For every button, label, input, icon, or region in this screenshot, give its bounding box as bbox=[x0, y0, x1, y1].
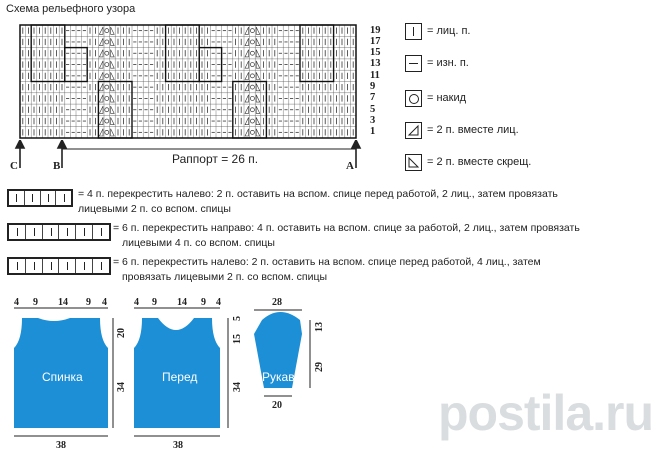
legend-text-purl: = изн. п. bbox=[427, 57, 469, 69]
cable-6-left-icon bbox=[7, 257, 111, 275]
sleeve-dim-right-1: 13 bbox=[314, 322, 325, 332]
marker-b: B bbox=[53, 160, 61, 172]
legend-text-k2tog: = 2 п. вместе лиц. bbox=[427, 124, 519, 136]
back-dim-top-5: 4 bbox=[102, 297, 107, 308]
k2tog-icon bbox=[405, 122, 422, 139]
back-dim-top-4: 9 bbox=[86, 297, 91, 308]
cable-6-right-icon bbox=[7, 223, 111, 241]
row-number: 7 bbox=[370, 92, 376, 104]
ssk-icon bbox=[405, 154, 422, 171]
knit-stitch-icon bbox=[405, 23, 422, 40]
cable-3-text-line1: = 6 п. перекрестить налево: 2 п. оставить на вспом. спице перед работой, 4 лиц., затем bbox=[113, 256, 541, 268]
watermark: postila.ru bbox=[438, 385, 654, 441]
front-dim-bottom: 38 bbox=[173, 440, 183, 451]
front-dim-top-4: 9 bbox=[201, 297, 206, 308]
front-dim-right-3: 34 bbox=[232, 382, 243, 392]
back-dim-right-2: 34 bbox=[116, 382, 127, 392]
back-dim-bottom: 38 bbox=[56, 440, 66, 451]
cable-2-text-line1: = 6 п. перекрестить направо: 4 п. оставить на вспом. спице за работой, 2 лиц., затем провязать bbox=[113, 222, 580, 234]
row-number: 15 bbox=[370, 47, 381, 59]
back-dim-top-1: 4 bbox=[14, 297, 19, 308]
sleeve-label: Рукав bbox=[262, 370, 295, 384]
cable-4-left-icon bbox=[7, 189, 73, 207]
cable-3-text-line2: провязать лицевыми 2 п. со вспом. спицы bbox=[122, 271, 328, 283]
sleeve-dim-right-2: 29 bbox=[314, 362, 325, 372]
marker-c: C bbox=[10, 160, 18, 172]
page-title: Схема рельефного узора bbox=[6, 3, 136, 15]
row-number: 1 bbox=[370, 126, 376, 138]
legend-text-ssk: = 2 п. вместе скрещ. bbox=[427, 156, 532, 168]
front-label: Перед bbox=[162, 370, 198, 384]
cable-1-text-line2: лицевыми 2 п. со вспом. спицы bbox=[78, 203, 231, 215]
front-dim-top-3: 14 bbox=[177, 297, 187, 308]
front-dim-top-1: 4 bbox=[134, 297, 139, 308]
front-dim-right-2: 15 bbox=[232, 334, 243, 344]
purl-stitch-icon bbox=[405, 55, 422, 72]
back-dim-top-3: 14 bbox=[58, 297, 68, 308]
yarn-over-icon bbox=[405, 90, 422, 107]
rapport-label: Раппорт = 26 п. bbox=[172, 152, 259, 166]
sleeve-dim-bottom: 20 bbox=[272, 400, 282, 411]
back-dim-top-2: 9 bbox=[33, 297, 38, 308]
row-number: 17 bbox=[370, 35, 381, 47]
cable-2-text-line2: лицевыми 4 п. со вспом. спицы bbox=[122, 237, 275, 249]
row-number: 9 bbox=[370, 81, 376, 92]
legend-text-yarn-over: = накид bbox=[427, 92, 467, 104]
marker-a: A bbox=[346, 160, 354, 172]
back-dim-right-1: 20 bbox=[116, 328, 127, 338]
row-number: 5 bbox=[370, 103, 376, 115]
front-dim-top-2: 9 bbox=[152, 297, 157, 308]
back-label: Спинка bbox=[42, 370, 83, 384]
row-number: 13 bbox=[370, 58, 381, 70]
front-dim-top-5: 4 bbox=[216, 297, 221, 308]
row-number: 11 bbox=[370, 69, 380, 81]
row-number: 19 bbox=[370, 24, 381, 36]
row-number: 3 bbox=[370, 114, 376, 126]
front-dim-right-1: 5 bbox=[232, 316, 243, 321]
sleeve-dim-top: 28 bbox=[272, 297, 282, 308]
cable-1-text-line1: = 4 п. перекрестить налево: 2 п. оставить на вспом. спице перед работой, 2 лиц., затем провязать bbox=[78, 188, 558, 200]
legend-text-knit: = лиц. п. bbox=[427, 25, 471, 37]
marker-arrows bbox=[0, 140, 400, 170]
